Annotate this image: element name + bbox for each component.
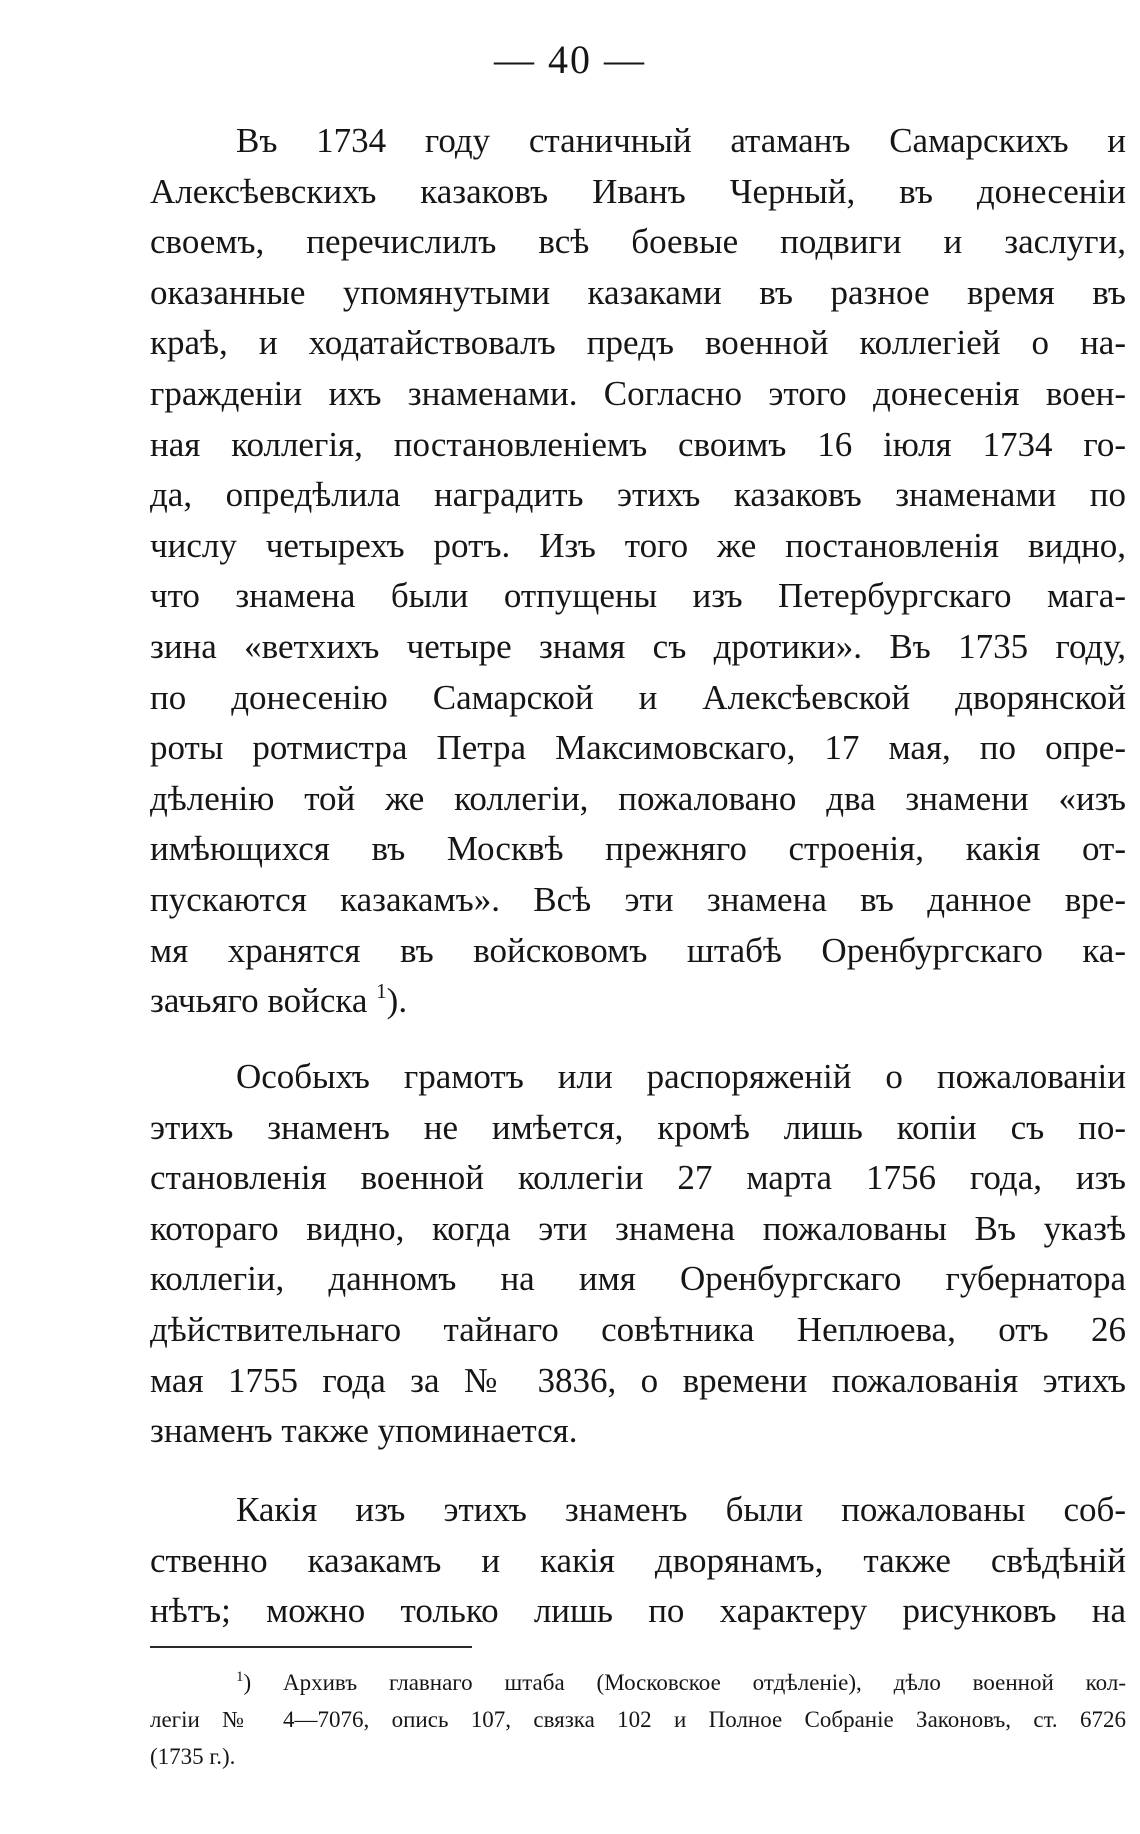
paragraph-3 [150,1485,1126,1637]
footnote-marker: 1 [236,1669,244,1685]
text-line: зина «ветхихъ четыре знамя съ дротики». Въ 1735 году, [150,626,1126,666]
text-line: Какія изъ этихъ знаменъ были пожалованы соб- [236,1490,1126,1529]
text-line: мая 1755 года за № 3836, о времени пожалованія этихъ [150,1360,1126,1400]
text-line: этихъ знаменъ не имѣется, кромѣ лишь копіи съ по- [150,1107,1126,1147]
text-line: числу четырехъ ротъ. Изъ того же постановленія видно, [150,525,1126,565]
text-line: ственно казакамъ и какія дворянамъ, также свѣдѣній [150,1540,1126,1580]
text-line: коллегіи, данномъ на имя Оренбургскаго губернатора [150,1259,1126,1299]
footnote-line: легіи № 4—7076, опись 107, связка 102 и Полное Собраніе Законовъ, ст. 6726 [150,1707,1126,1732]
text-line: Алексѣевскихъ казаковъ Иванъ Черный, въ донесеніи [150,171,1126,211]
footnote-text: ) Архивъ главнаго штаба (Московское отдѣленіе), дѣло военной кол- [243,1670,1126,1695]
text-line: своемъ, перечислилъ всѣ боевые подвиги и заслуги, [150,222,1126,262]
paragraph-2 [150,1052,1126,1457]
text-line: котораго видно, когда эти знамена пожалованы Въ указѣ [150,1208,1126,1248]
footnote [150,1664,1126,1775]
page-number: — 40 — [494,37,646,82]
text-line: имѣющихся въ Москвѣ прежняго строенія, какія от- [150,829,1126,869]
text-line: краѣ, и ходатайствовалъ предъ военной коллегіей о на- [150,323,1126,363]
text-line: по донесенію Самарской и Алексѣевской дворянской [150,677,1126,717]
text-line-last: знаменъ также упоминается. [150,1411,578,1451]
footnote-reference[interactable]: 1 [376,979,387,1004]
text-fragment: зачьяго войска [150,981,368,1021]
text-line: Въ 1734 году станичный атаманъ Самарскихъ и [236,121,1126,160]
footnote-divider [150,1646,472,1648]
text-line: да, опредѣлила наградить этихъ казаковъ знаменами по [150,475,1126,515]
footnote-line-last: (1735 г.). [150,1744,236,1769]
text-line: Особыхъ грамотъ или распоряженій о пожалованіи [236,1057,1126,1096]
text-line: мя хранятся въ войсковомъ штабѣ Оренбургскаго ка- [150,930,1126,970]
text-line: дѣленію той же коллегіи, пожаловано два знамени «изъ [150,778,1126,818]
text-line: дѣйствительнаго тайнаго совѣтника Неплюева, отъ 26 [150,1309,1126,1349]
text-line: становленія военной коллегіи 27 марта 1756 года, изъ [150,1158,1126,1198]
paragraph-1 [150,116,1126,1027]
footnote-line [150,1664,1126,1701]
text-line: ная коллегія, постановленіемъ своимъ 16 іюля 1734 го- [150,424,1126,464]
text-line: оказанные упомянутыми казаками въ разное время въ [150,272,1126,312]
text-fragment: ). [386,981,408,1021]
text-line-last [150,976,1126,1027]
text-line: нѣтъ; можно только лишь по характеру рисунковъ на [150,1591,1126,1631]
text-line: что знамена были отпущены изъ Петербургскаго мага- [150,576,1126,616]
text-line: пускаются казакамъ». Всѣ эти знамена въ данное вре- [150,879,1126,919]
text-line: роты ротмистра Петра Максимовскаго, 17 мая, по опре- [150,728,1126,768]
text-line: гражденіи ихъ знаменами. Согласно этого донесенія воен- [150,373,1126,413]
